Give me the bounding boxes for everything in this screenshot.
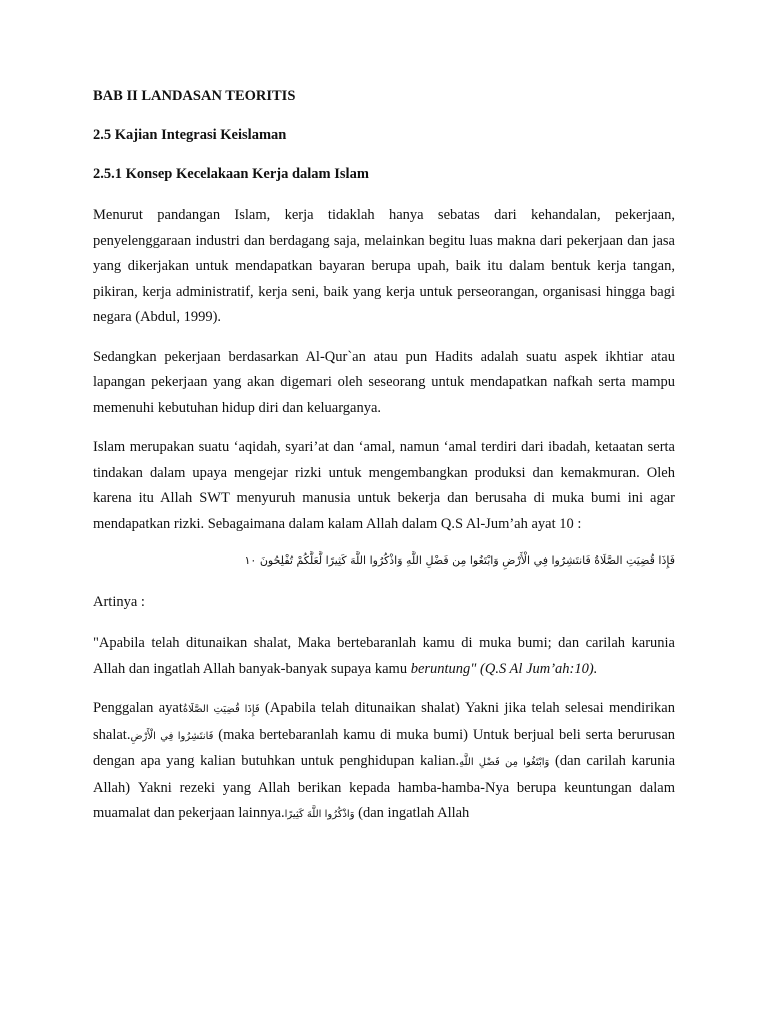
p4-arabic-3: وَابْتَغُوا مِن فَضْلِ اللَّهِ xyxy=(459,757,550,768)
verse-translation xyxy=(93,631,675,682)
translation-citation: beruntung" (Q.S Al Jum’ah:10). xyxy=(410,660,598,677)
translation-text: "Apabila telah ditunaikan shalat, Maka bertebaranlah kamu di muka bumi; dan carilah karunia Allah dan ingatlah Allah banyak-banyak supaya kamu xyxy=(93,635,675,677)
p4-text-a: Penggalan ayat xyxy=(93,700,183,716)
p4-text-d: (dan carilah karunia Allah) Yakni rezeki yang Allah berikan kepada hamba-hamba-Nya berupa keuntungan dalam muamalat dan pekerjaan lainnya. xyxy=(93,753,676,821)
p4-arabic-4: وَاذْكُرُوا اللَّهَ كَثِيرًا xyxy=(284,809,355,820)
paragraph-2: Sedangkan pekerjaan berdasarkan Al-Qur`an atau pun Hadits adalah suatu aspek ikhtiar atau lapangan pekerjaan yang akan digemari oleh seseorang untuk mendapatkan nafkah serta mampu memenuhi kebutuhan hidup diri dan keluarganya. xyxy=(93,348,675,416)
document-page xyxy=(93,86,675,842)
p4-arabic-1: فَإِذَا قُضِيَتِ الصَّلَاةُ xyxy=(182,704,260,715)
subsection-title: 2.5.1 Konsep Kecelakaan Kerja dalam Islam xyxy=(93,166,369,182)
chapter-title: BAB II LANDASAN TEORITIS xyxy=(93,88,296,104)
p4-text-b: (Apabila telah ditunaikan shalat) Yakni jika telah selesai mendirikan shalat. xyxy=(93,700,675,743)
p4-arabic-2: فَانتَشِرُوا فِي الْأَرْضِ xyxy=(130,730,214,742)
artinya-label: Artinya : xyxy=(93,594,145,610)
paragraph-3: Islam merupakan suatu ‘aqidah, syari’at dan ‘amal, namun ‘amal terdiri dari ibadah, ketaatan serta tindakan dalam upaya mengejar rizki untuk mengembangkan produksi dan kemakmuran. Oleh karena itu Allah SWT menyuruh manusia untuk bekerja dan berusaha di muka bumi ini agar mendapatkan rizki. Sebagaimana dalam kalam Allah dalam Q.S Al-Jum’ah ayat 10 : xyxy=(93,439,675,532)
paragraph-1: Menurut pandangan Islam, kerja tidaklah hanya sebatas dari kehandalan, pekerjaan, penyelenggaraan industri dan berdagang saja, melainkan begitu luas makna dari pekerjaan dan jasa yang dikerjakan untuk mendapatkan bayaran berupa upah, baik itu dalam bentuk kerja tangan, pikiran, kerja administratif, kerja seni, baik yang kerja untuk perseorangan, organisasi hingga bagi negara (Abdul, 1999). xyxy=(93,207,675,325)
p4-text-c: (maka bertebaranlah kamu di muka bumi) Untuk berjual beli serta berurusan dengan apa yang kalian butuhkan untuk penghidupan kalian. xyxy=(93,726,676,769)
paragraph-4 xyxy=(93,696,675,828)
arabic-verse: فَإِذَا قُضِيَتِ الصَّلَاةُ فَانتَشِرُوا فِي الْأَرْضِ وَابْتَغُوا مِن فَضْلِ اللَّهِ وَاذْكُرُوا اللَّهَ كَثِيرًا لَّعَلَّكُمْ تُفْلِحُونَ ١٠ xyxy=(244,554,675,567)
section-title: 2.5 Kajian Integrasi Keislaman xyxy=(93,127,287,143)
p4-text-e: (dan ingatlah Allah xyxy=(354,805,470,821)
